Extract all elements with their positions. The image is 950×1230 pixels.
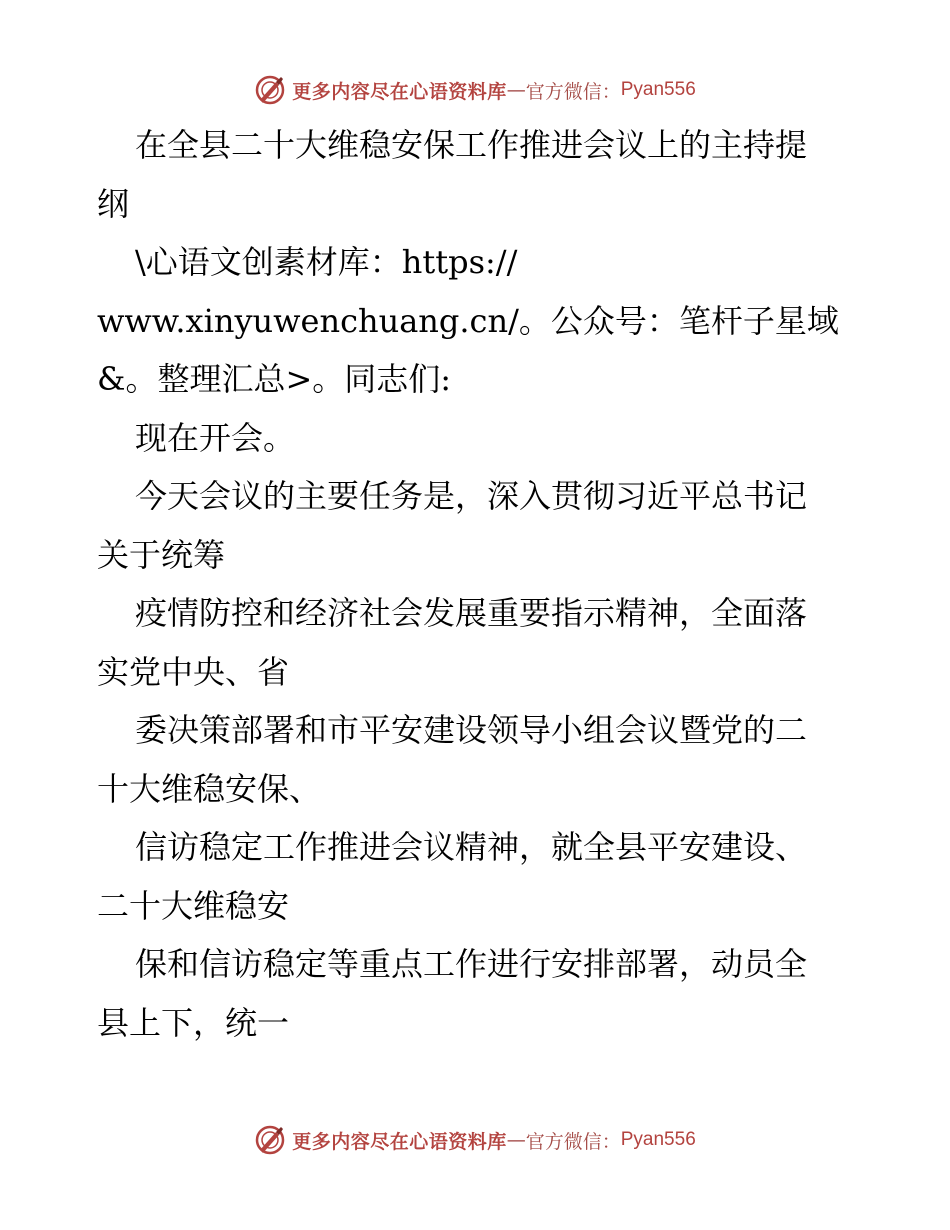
banner-wechat-label: 官方微信： xyxy=(525,1130,621,1153)
body-line: 保和信访稳定等重点工作进行安排部署，动员全 xyxy=(135,945,808,983)
body-line: 今天会议的主要任务是，深入贯彻习近平总书记 xyxy=(135,477,808,515)
body-line: 实党中央、省 xyxy=(97,652,290,691)
body-line: \心语文创素材库：https:// xyxy=(135,243,518,281)
body-line: 疫情防控和经济社会发展重要指示精神，全面落 xyxy=(135,594,808,632)
body-line: 委决策部署和市平安建设领导小组会议暨党的二 xyxy=(135,711,808,749)
body-line: 信访稳定工作推进会议精神，就全县平安建设、 xyxy=(135,828,808,866)
footer-watermark-banner xyxy=(0,1122,950,1158)
body-line: 十大维稳安保、 xyxy=(97,769,322,808)
body-line: 现在开会。 xyxy=(135,418,296,457)
body-line: 关于统筹 xyxy=(97,535,226,574)
pen-logo-icon xyxy=(254,1124,286,1156)
banner-wechat-id: Pyan556 xyxy=(620,79,696,100)
banner-main-text: 更多内容尽在心语资料库 xyxy=(292,1130,507,1153)
body-line: 县上下，统一 xyxy=(97,1003,290,1042)
document-body xyxy=(97,116,857,1052)
banner-wechat-label: 官方微信： xyxy=(525,80,621,103)
body-line: 在全县二十大维稳安保工作推进会议上的主持提 xyxy=(135,126,808,164)
body-line: 纲 xyxy=(97,184,130,223)
banner-separator: — xyxy=(506,1129,526,1151)
banner-separator: — xyxy=(506,79,526,101)
header-watermark-banner xyxy=(0,72,950,108)
banner-main-text: 更多内容尽在心语资料库 xyxy=(292,80,507,103)
body-line: www.xinyuwenchuang.cn/。公众号：笔杆子星域 xyxy=(97,301,839,340)
body-line: 二十大维稳安 xyxy=(97,886,290,925)
body-line: &。整理汇总>。同志们: xyxy=(97,360,452,398)
pen-logo-icon xyxy=(254,74,286,106)
banner-wechat-id: Pyan556 xyxy=(620,1129,696,1150)
